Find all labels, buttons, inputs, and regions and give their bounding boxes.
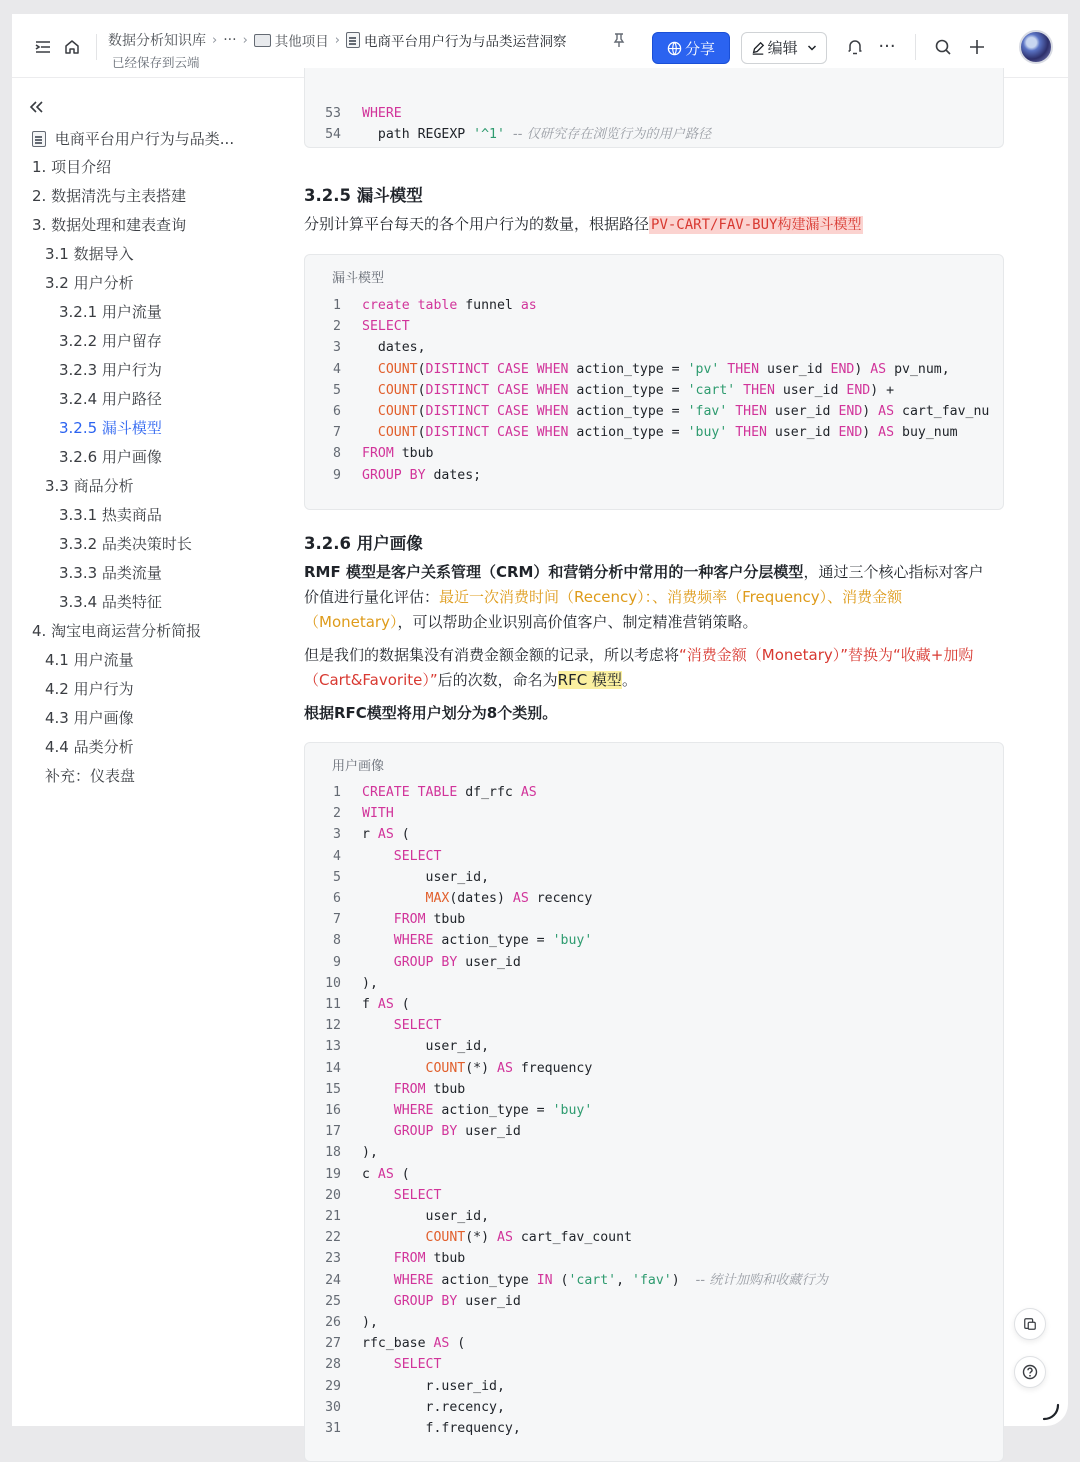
code-block-path[interactable] bbox=[304, 68, 1004, 148]
heading-user-profile: 3.2.6 用户画像 bbox=[304, 534, 423, 553]
search-icon[interactable] bbox=[934, 38, 952, 56]
rmf-bold-text: RMF 模型是客户关系管理（CRM）和营销分析中常用的一种客户分层模型 bbox=[304, 563, 804, 581]
sidebar-item-user-profile[interactable]: 3.2.6 用户画像 bbox=[59, 448, 162, 466]
funnel-description bbox=[304, 212, 1004, 238]
rmf-text-a: ，通过三个核心指标对客户 bbox=[803, 563, 984, 581]
sidebar-item-hot-products[interactable]: 3.3.1 热卖商品 bbox=[59, 506, 162, 524]
help-icon[interactable] bbox=[1014, 1356, 1046, 1388]
divider bbox=[915, 34, 916, 60]
line-number: 5 bbox=[333, 869, 341, 885]
code-line: 53 WHERE bbox=[305, 82, 369, 103]
funnel-text: 分别计算平台每天的各个用户行为的数量，根据路径 bbox=[304, 215, 650, 233]
rfc-paragraph bbox=[304, 643, 1004, 693]
sidebar-item-user-retention[interactable]: 3.2.2 用户留存 bbox=[59, 332, 162, 350]
toggle-sidebar-icon[interactable] bbox=[34, 38, 52, 56]
line-number: 6 bbox=[333, 891, 341, 906]
pin-icon[interactable] bbox=[612, 32, 626, 52]
sidebar-item-user-analysis[interactable]: 3.2 用户分析 bbox=[45, 274, 134, 292]
rfc-model-highlight: RFC 模型 bbox=[557, 671, 622, 689]
line-number: 7 bbox=[333, 425, 341, 441]
sidebar-item-category-features[interactable]: 3.3.4 品类特征 bbox=[59, 593, 162, 611]
rmf-text-b: 价值进行量化评估： bbox=[304, 588, 440, 606]
line-number: 26 bbox=[325, 1315, 341, 1330]
line-number: 1 bbox=[333, 298, 341, 313]
line-number: 13 bbox=[325, 1039, 341, 1055]
sidebar-item-data-cleaning[interactable]: 2. 数据清洗与主表搭建 bbox=[32, 187, 187, 205]
line-number: 4 bbox=[333, 848, 341, 864]
save-status: 已经保存到云端 bbox=[112, 55, 200, 70]
line-number: 24 bbox=[325, 1272, 341, 1288]
line-number: 19 bbox=[325, 1166, 341, 1182]
rfc-text-b: 后的次数，命名为 bbox=[437, 671, 558, 689]
folder-icon bbox=[254, 34, 271, 47]
line-number: 10 bbox=[325, 975, 341, 991]
breadcrumb-doc-label: 电商平台用户行为与品类运营洞察 bbox=[363, 34, 567, 50]
rmf-metrics: 最近一次消费时间（Recency）：、消费频率（Frequency）、消费金额 bbox=[439, 588, 903, 606]
sidebar-item-user-path[interactable]: 3.2.4 用户路径 bbox=[59, 390, 162, 408]
line-number: 27 bbox=[325, 1336, 341, 1352]
sidebar-item-user-traffic[interactable]: 3.2.1 用户流量 bbox=[59, 303, 162, 321]
edit-button[interactable] bbox=[741, 32, 827, 64]
document-icon bbox=[32, 131, 46, 147]
code-block-funnel[interactable]: 漏斗模型 1 create table funnel as 2 SELECT 3 dates, 4 COUNT(DISTINCT CASE WHEN action_type = 'pv' THEN user_id END) AS pv_num, 5 COUNT(DISTINCT CASE WHEN action_type = 'cart' THEN user_id END) + 6 COUNT(DISTINCT CASE WHEN action_type = 'fav' THEN user_id END) AS cart_fav_nu 7 COUNT(DISTINCT CASE WHEN action_type = 'buy' THEN user_id END) AS buy_num 8 FROM tbub 9 GROUP BY dates; bbox=[304, 254, 1004, 510]
rfc-text-c: 。 bbox=[621, 671, 637, 689]
line-number: 29 bbox=[325, 1378, 341, 1394]
more-icon[interactable]: ··· bbox=[878, 36, 896, 57]
breadcrumb-more[interactable]: ··· bbox=[223, 32, 237, 48]
line-number: 5 bbox=[333, 382, 341, 398]
rmf-monetary: （Monetary） bbox=[304, 613, 398, 631]
share-button[interactable] bbox=[652, 32, 730, 64]
app-window bbox=[12, 14, 1068, 1436]
rmf-text-c: ，可以帮助企业识别高价值客户、制定精准营销策略。 bbox=[397, 613, 758, 631]
sidebar-item-report-behavior[interactable]: 4.2 用户行为 bbox=[45, 680, 134, 698]
breadcrumb-doc[interactable] bbox=[346, 30, 567, 50]
sidebar-item-report-traffic[interactable]: 4.1 用户流量 bbox=[45, 651, 134, 669]
home-icon[interactable] bbox=[63, 38, 81, 56]
line-number: 16 bbox=[325, 1103, 341, 1118]
line-number: 23 bbox=[325, 1251, 341, 1267]
breadcrumb bbox=[108, 30, 566, 50]
document-icon bbox=[346, 32, 360, 48]
line-number: 28 bbox=[325, 1357, 341, 1373]
globe-icon bbox=[667, 41, 682, 56]
line-number: 54 bbox=[325, 127, 341, 142]
sidebar-item-user-behavior[interactable]: 3.2.3 用户行为 bbox=[59, 361, 162, 379]
rfc-cart-favorite: （Cart&Favorite）” bbox=[304, 671, 438, 689]
line-number: 21 bbox=[325, 1209, 341, 1224]
sidebar-item-category-traffic[interactable]: 3.3.3 品类流量 bbox=[59, 564, 162, 582]
line-number: 2 bbox=[333, 319, 341, 335]
code-block-title: 漏斗模型 bbox=[332, 271, 385, 286]
line-number: 1 bbox=[333, 785, 341, 800]
line-number: 2 bbox=[333, 806, 341, 822]
code-block-title: 用户画像 bbox=[332, 759, 385, 774]
bell-icon[interactable] bbox=[846, 38, 864, 56]
line-number: 53 bbox=[325, 106, 341, 121]
sidebar-item-report-category[interactable]: 4.4 品类分析 bbox=[45, 738, 134, 756]
collapse-sidebar-icon[interactable] bbox=[28, 98, 44, 120]
chevron-right-icon: › bbox=[212, 32, 218, 48]
line-number: 9 bbox=[333, 467, 341, 483]
line-number: 4 bbox=[333, 361, 341, 377]
code-line: 54 path REGEXP '^1' -- 仅研究存在浏览行为的用户路径 bbox=[305, 103, 369, 124]
line-number: 8 bbox=[333, 446, 341, 462]
toc-doc-title[interactable] bbox=[32, 128, 234, 149]
line-number: 8 bbox=[333, 933, 341, 949]
line-number: 12 bbox=[325, 1018, 341, 1034]
sidebar-item-funnel-model[interactable]: 3.2.5 漏斗模型 bbox=[59, 419, 162, 437]
sidebar-item-taobao-report[interactable]: 4. 淘宝电商运营分析简报 bbox=[32, 622, 202, 640]
sidebar-item-product-analysis[interactable]: 3.3 商品分析 bbox=[45, 477, 134, 495]
rmf-paragraph bbox=[304, 560, 1004, 635]
line-number: 6 bbox=[333, 404, 341, 419]
sidebar-item-data-processing[interactable]: 3. 数据处理和建表查询 bbox=[32, 216, 187, 234]
funnel-highlight: PV-CART/FAV-BUY构建漏斗模型 bbox=[651, 217, 862, 233]
sidebar-item-project-intro[interactable]: 1. 项目介绍 bbox=[32, 158, 112, 176]
document-content bbox=[304, 78, 1016, 1436]
line-number: 31 bbox=[325, 1421, 341, 1436]
plus-icon[interactable] bbox=[968, 38, 986, 56]
line-number: 18 bbox=[325, 1145, 341, 1161]
chevron-down-icon bbox=[807, 43, 817, 53]
line-number: 30 bbox=[325, 1399, 341, 1415]
sidebar-item-category-decision[interactable]: 3.3.2 品类决策时长 bbox=[59, 535, 192, 553]
line-number: 9 bbox=[333, 954, 341, 970]
code-block-user-profile[interactable]: 用户画像 1 CREATE TABLE df_rfc AS 2 WITH 3 r AS ( 4 SELECT 5 user_id, 6 MAX(dates) AS recency 7 FROM tbub 8 WHERE action_type = 'buy' 9 GROUP BY user_id 10 ), 11 f AS ( 12 SELECT 13 user_id, 14 COUNT(*) AS frequency 15 FROM tbub 16 WHERE action_type = 'buy' 17 GROUP BY user_id 18 ), 19 c AS ( 20 SELECT 21 user_id, 22 COUNT(*) AS cart_fav_count 23 FROM tbub 24 WHERE action_type IN ('cart', 'fav') -- 统计加购和收藏行为 25 GROUP BY user_id 26 ), 27 rfc_base AS ( 28 SELECT 29 r.user_id, 30 r.recency, 31 f.frequency, bbox=[304, 742, 1004, 1462]
line-number: 20 bbox=[325, 1187, 341, 1203]
toc-doc-title-label: 电商平台用户行为与品类... bbox=[54, 130, 235, 148]
line-number: 17 bbox=[325, 1124, 341, 1140]
line-number: 22 bbox=[325, 1230, 341, 1246]
line-number: 3 bbox=[333, 340, 341, 356]
breadcrumb-root[interactable]: 数据分析知识库 bbox=[108, 33, 206, 49]
pencil-icon bbox=[751, 41, 765, 55]
chevron-right-icon: › bbox=[334, 32, 340, 48]
edit-label: 编辑 bbox=[767, 39, 798, 57]
avatar[interactable] bbox=[1019, 30, 1053, 64]
line-number: 7 bbox=[333, 912, 341, 928]
line-number: 14 bbox=[325, 1060, 341, 1076]
code-comment: -- 仅研究存在浏览行为的用户路径 bbox=[512, 127, 712, 142]
rfc-text-a: 但是我们的数据集没有消费金额金额的记录，所以考虑将 bbox=[304, 646, 680, 664]
sidebar-item-dashboard[interactable]: 补充：仪表盘 bbox=[45, 767, 136, 785]
line-number: 11 bbox=[325, 997, 341, 1012]
rfc-categories-text: 根据RFC模型将用户划分为8个类别。 bbox=[304, 704, 558, 722]
sidebar-item-report-profile[interactable]: 4.3 用户画像 bbox=[45, 709, 134, 727]
rfc-replace-text: “消费金额（Monetary）”替换为“收藏+加购 bbox=[679, 646, 974, 664]
resize-handle-icon[interactable] bbox=[1040, 1400, 1062, 1426]
breadcrumb-folder-label: 其他项目 bbox=[274, 34, 329, 50]
document-copy-icon[interactable] bbox=[1014, 1308, 1046, 1340]
sidebar-toc bbox=[12, 78, 282, 1426]
chevron-right-icon: › bbox=[242, 32, 248, 48]
line-number: 15 bbox=[325, 1081, 341, 1097]
line-number: 25 bbox=[325, 1293, 341, 1309]
breadcrumb-folder[interactable] bbox=[254, 30, 329, 50]
share-label: 分享 bbox=[684, 40, 715, 58]
line-number: 3 bbox=[333, 827, 341, 843]
heading-funnel: 3.2.5 漏斗模型 bbox=[304, 186, 423, 205]
sidebar-item-data-import[interactable]: 3.1 数据导入 bbox=[45, 245, 134, 263]
divider bbox=[96, 34, 97, 60]
